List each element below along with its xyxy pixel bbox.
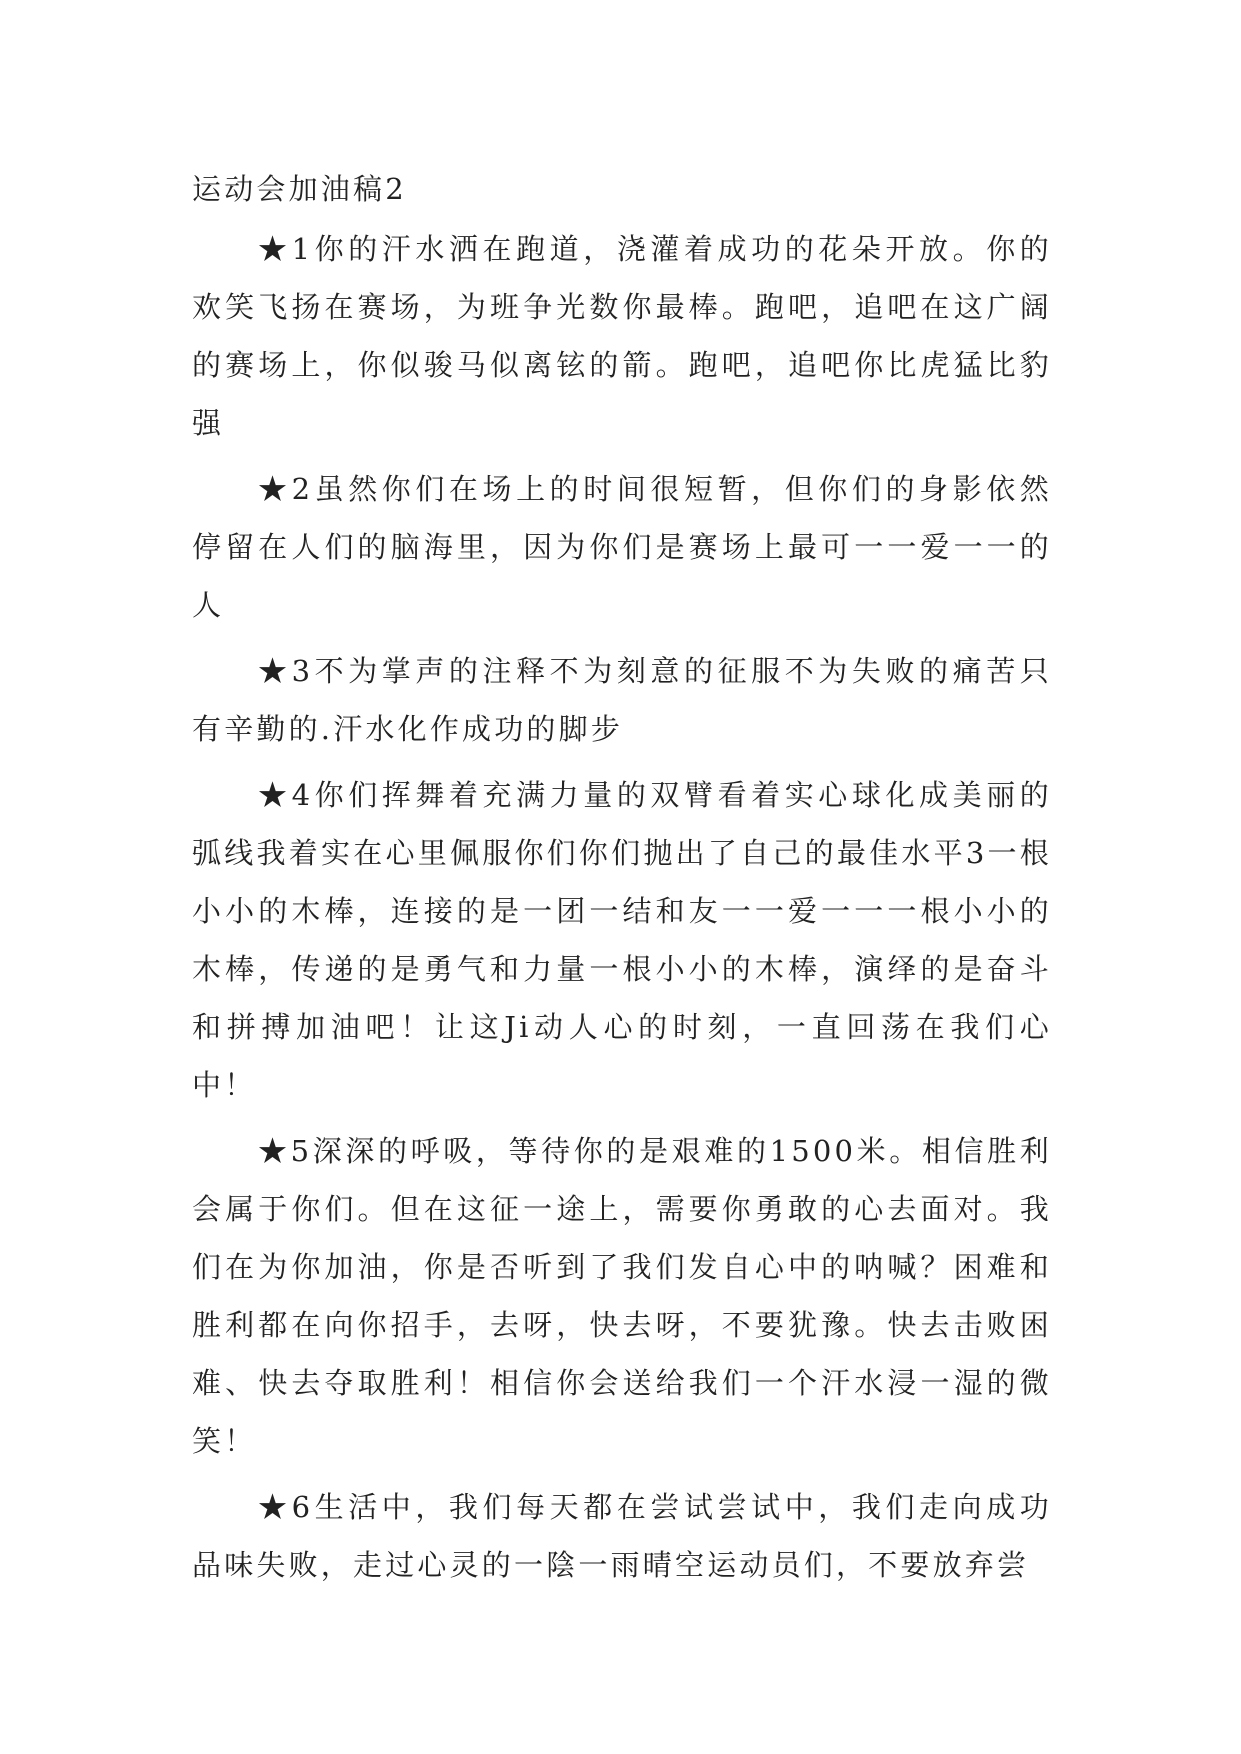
document-body (192, 160, 1052, 1602)
paragraph-2: ★2虽然你们在场上的时间很短暂，但你们的身影依然停留在人们的脑海里，因为你们是赛场上最可一一爱一一的人 (192, 472, 1052, 622)
paragraph-6: ★6生活中，我们每天都在尝试尝试中，我们走向成功品味失败，走过心灵的一陰一雨晴空运动员们，不要放弃尝 (192, 1490, 1052, 1582)
paragraph-4: ★4你们挥舞着充满力量的双臂看着实心球化成美丽的弧线我着实在心里佩服你们你们抛出了自己的最佳水平3一根小小的木棒，连接的是一团一结和友一一爱一一一根小小的木棒，传递的是勇气和力量一根小小的木棒，演绎的是奋斗和拼搏加油吧！让这Ji动人心的时刻，一直回荡在我们心中！ (192, 778, 1052, 1102)
paragraph-1: ★1你的汗水洒在跑道，浇灌着成功的花朵开放。你的欢笑飞扬在赛场，为班争光数你最棒。跑吧，追吧在这广阔的赛场上，你似骏马似离铉的箭。跑吧，追吧你比虎猛比豹强 (192, 232, 1052, 440)
paragraph-5: ★5深深的呼吸，等待你的是艰难的1500米。相信胜利会属于你们。但在这征一途上，需要你勇敢的心去面对。我们在为你加油，你是否听到了我们发自心中的呐喊？困难和胜利都在向你招手，去呀，快去呀，不要犹豫。快去击败困难、快去夺取胜利！相信你会送给我们一个汗水浸一湿的微笑！ (192, 1134, 1052, 1458)
document-title: 运动会加油稿2 (192, 172, 407, 206)
paragraph-3: ★3不为掌声的注释不为刻意的征服不为失败的痛苦只有辛勤的.汗水化作成功的脚步 (192, 654, 1052, 746)
